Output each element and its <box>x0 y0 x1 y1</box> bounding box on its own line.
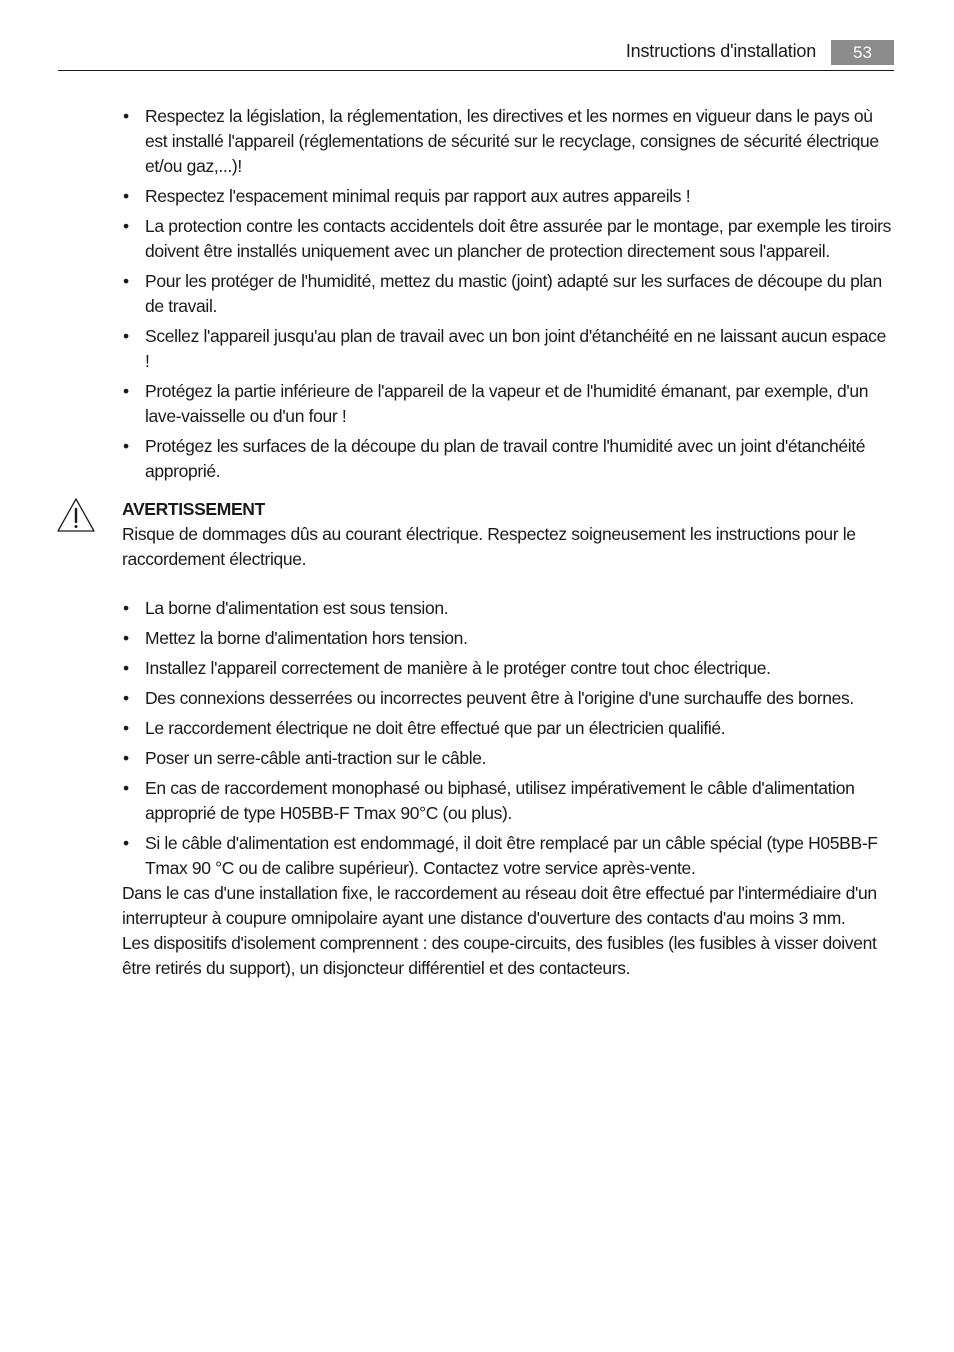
list-item: • Si le câble d'alimentation est endommagé, il doit être remplacé par un câble spécial (type H05BB-F Tmax 90 °C ou de calibre supérieur). Contactez votre service après-vente. <box>122 831 892 881</box>
list-item: • Pour les protéger de l'humidité, mettez du mastic (joint) adapté sur les surfaces de découpe du plan de travail. <box>122 269 892 319</box>
list-item: • Des connexions desserrées ou incorrectes peuvent être à l'origine d'une surchauffe des bornes. <box>122 686 892 711</box>
list-item: • Le raccordement électrique ne doit être effectué que par un électricien qualifié. <box>122 716 892 741</box>
page-header <box>58 38 894 70</box>
list-item: • Protégez les surfaces de la découpe du plan de travail contre l'humidité avec un joint d'étanchéité approprié. <box>122 434 892 484</box>
list-item: • La protection contre les contacts accidentels doit être assurée par le montage, par exemple les tiroirs doivent être installés uniquement avec un plancher de protection directement sous l'appareil. <box>122 214 892 264</box>
section-title: Instructions d'installation <box>625 41 816 61</box>
isolation-devices-paragraph: Les dispositifs d'isolement comprennent : des coupe-circuits, des fusibles (les fusibles à visser doivent être retirés du support), un disjoncteur différentiel et des contacteurs. <box>122 933 877 978</box>
header-divider <box>58 70 894 71</box>
warning-triangle-icon <box>56 497 96 533</box>
fixed-installation-paragraph: Dans le cas d'une installation fixe, le raccordement au réseau doit être effectué par l'intermédiaire d'un interrupteur à coupure omnipolaire ayant une distance d'ouverture des contacts d'au moins 3 mm. <box>122 883 877 928</box>
installation-rules-list <box>122 104 892 484</box>
warning-block <box>122 497 892 572</box>
warning-text: Risque de dommages dûs au courant électrique. Respectez soigneusement les instructions pour le raccordement électrique. <box>122 524 856 569</box>
list-item: • Respectez l'espacement minimal requis par rapport aux autres appareils ! <box>122 184 892 209</box>
list-item: • Respectez la législation, la réglementation, les directives et les normes en vigueur dans le pays où est installé l'appareil (réglementations de sécurité sur le recyclage, consignes de sécurité électrique et/ou gaz,...)! <box>122 104 892 179</box>
list-item: • Installez l'appareil correctement de manière à le protéger contre tout choc électrique. <box>122 656 892 681</box>
list-item: • Poser un serre-câble anti-traction sur le câble. <box>122 746 892 771</box>
warning-title: AVERTISSEMENT <box>122 499 265 519</box>
list-item: • Protégez la partie inférieure de l'appareil de la vapeur et de l'humidité émanant, par exemple, d'un lave-vaisselle ou d'un four ! <box>122 379 892 429</box>
list-item: • Scellez l'appareil jusqu'au plan de travail avec un bon joint d'étanchéité en ne laissant aucun espace ! <box>122 324 892 374</box>
list-item: • La borne d'alimentation est sous tension. <box>122 596 892 621</box>
page-number: 53 <box>831 40 894 65</box>
list-item: • En cas de raccordement monophasé ou biphasé, utilisez impérativement le câble d'alimentation approprié de type H05BB-F Tmax 90°C (ou plus). <box>122 776 892 826</box>
list-item: • Mettez la borne d'alimentation hors tension. <box>122 626 892 651</box>
page-content <box>122 104 892 981</box>
electrical-rules-list <box>122 596 892 881</box>
